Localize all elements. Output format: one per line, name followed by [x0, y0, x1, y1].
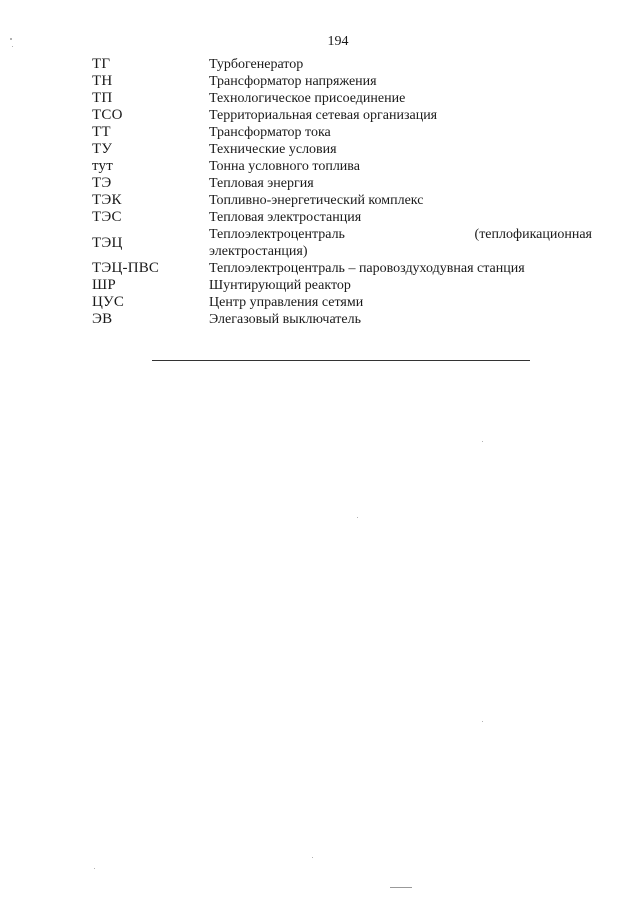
abbreviation-row: [92, 226, 592, 260]
abbreviation-row: [92, 141, 592, 158]
abbreviation-term: ТТ: [92, 124, 111, 140]
definition-text: (теплофикационная: [474, 227, 592, 242]
abbreviation-row: [92, 311, 592, 328]
scan-speck: [482, 441, 483, 442]
end-rule-divider: [152, 360, 530, 361]
abbreviation-term: ТЭЦ: [92, 234, 123, 251]
scan-speck: [357, 517, 358, 518]
abbreviation-term: ТУ: [92, 141, 113, 157]
abbreviation-row: [92, 73, 592, 90]
abbreviation-term: ЭВ: [92, 311, 113, 327]
scan-speck: [94, 868, 95, 869]
scan-speck: [10, 38, 12, 40]
abbreviation-term: ТЭЦ-ПВС: [92, 260, 160, 276]
abbreviation-row: [92, 260, 592, 277]
abbreviation-definition: Топливно-энергетический комплекс: [209, 193, 424, 208]
abbreviation-term: ШР: [92, 277, 116, 293]
abbreviation-definition: Центр управления сетями: [209, 295, 364, 310]
abbreviation-row: [92, 175, 592, 192]
abbreviation-definition: Тепловая электростанция: [209, 210, 362, 225]
abbreviation-row: [92, 124, 592, 141]
abbreviation-definition: Теплоэлектроцентраль – паровоздуходувная станция: [209, 261, 525, 276]
definition-line: [209, 226, 592, 243]
abbreviation-term: ТЭС: [92, 209, 122, 225]
abbreviation-term: ТЭ: [92, 175, 112, 191]
abbreviation-definition: Элегазовый выключатель: [209, 312, 361, 327]
abbreviation-definition: Технические условия: [209, 142, 337, 157]
scan-speck: [390, 887, 412, 888]
abbreviation-term: ТГ: [92, 56, 111, 72]
abbreviation-definition: Технологическое присоединение: [209, 91, 406, 106]
abbreviation-definition: Шунтирующий реактор: [209, 278, 351, 293]
page-number: 194: [327, 34, 349, 49]
abbreviation-row: [92, 107, 592, 124]
definition-text: электростанция): [209, 244, 308, 259]
abbreviation-definition: Трансформатор тока: [209, 125, 331, 140]
abbreviation-row: [92, 277, 592, 294]
abbreviation-term: тут: [92, 158, 114, 174]
abbreviation-term: ТСО: [92, 107, 123, 123]
definition-text: Теплоэлектроцентраль: [209, 227, 345, 242]
abbreviation-row: [92, 158, 592, 175]
abbreviation-definition: Тепловая энергия: [209, 176, 314, 191]
abbreviation-row: [92, 294, 592, 311]
abbreviation-term: ЦУС: [92, 294, 125, 310]
abbreviation-row: [92, 209, 592, 226]
abbreviation-term: ТП: [92, 90, 113, 106]
scan-speck: [482, 721, 483, 722]
abbreviation-term: ТЭК: [92, 192, 122, 208]
scan-speck: [312, 857, 313, 858]
abbreviation-definition: Территориальная сетевая организация: [209, 108, 438, 123]
abbreviation-definition: Турбогенератор: [209, 57, 304, 72]
abbreviation-row: [92, 90, 592, 107]
abbreviation-term: ТН: [92, 73, 113, 89]
scan-speck: [12, 46, 13, 47]
abbreviation-definition: Трансформатор напряжения: [209, 74, 377, 89]
abbreviation-row: [92, 192, 592, 209]
abbreviation-definition: Тонна условного топлива: [209, 159, 360, 174]
abbreviation-definition: [209, 226, 592, 260]
abbreviation-row: [92, 56, 592, 73]
abbreviations-list: [92, 56, 592, 328]
